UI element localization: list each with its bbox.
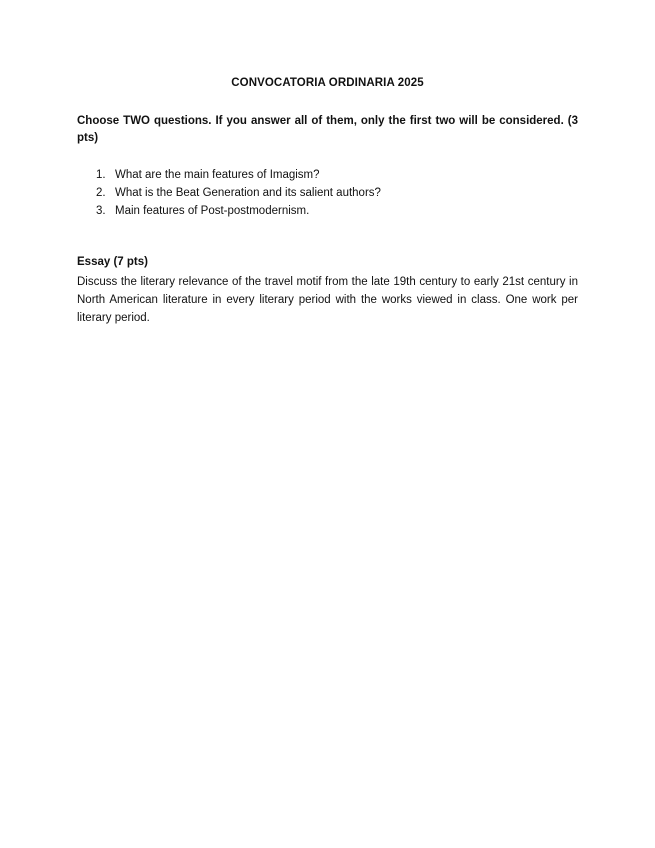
list-item [96, 166, 381, 184]
question-text: What are the main features of Imagism? [115, 169, 320, 181]
instructions-text: Choose TWO questions. If you answer all of them, only the first two will be considered. (3 pts) [77, 115, 578, 144]
question-list [96, 166, 381, 220]
question-text: What is the Beat Generation and its salient authors? [115, 187, 381, 199]
question-number: 2. [96, 187, 106, 199]
list-item [96, 202, 381, 220]
question-text: Main features of Post-postmodernism. [115, 205, 310, 217]
question-number: 1. [96, 169, 106, 181]
question-number: 3. [96, 205, 106, 217]
essay-heading: Essay (7 pts) [77, 256, 148, 268]
list-item [96, 184, 381, 202]
essay-prompt: Discuss the literary relevance of the travel motif from the late 19th century to early 21st century in North American literature in every literary period with the works viewed in class. One work per literary period. [77, 276, 578, 324]
document-title: CONVOCATORIA ORDINARIA 2025 [231, 77, 424, 89]
